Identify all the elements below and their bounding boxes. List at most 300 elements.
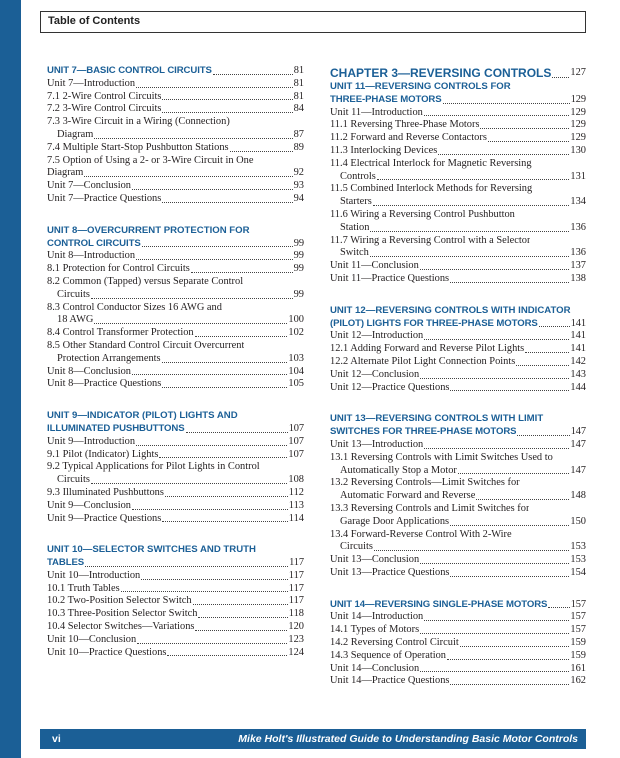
entry-title: Unit 13—Conclusion bbox=[330, 554, 420, 566]
toc-entry-line bbox=[330, 503, 586, 516]
dot-leader bbox=[420, 671, 569, 672]
toc-entry-line bbox=[330, 650, 586, 663]
toc-entry-line bbox=[330, 107, 586, 120]
toc-entry-line bbox=[330, 235, 586, 248]
entry-title: 7.1 2-Wire Control Circuits bbox=[47, 90, 162, 102]
toc-entry[interactable] bbox=[47, 103, 304, 116]
entry-page-number: 130 bbox=[570, 144, 586, 156]
entry-title: Unit 10—Practice Questions bbox=[47, 646, 167, 658]
entry-title: Unit 9—Conclusion bbox=[47, 499, 131, 511]
unit-heading[interactable] bbox=[47, 225, 304, 251]
toc-entry[interactable] bbox=[47, 366, 304, 379]
entry-page-number: 129 bbox=[570, 106, 586, 118]
toc-entry[interactable] bbox=[330, 145, 586, 158]
entry-title: 13.1 Reversing Controls with Limit Switches Used to bbox=[330, 451, 553, 463]
toc-entry-line bbox=[47, 474, 304, 487]
dot-leader bbox=[370, 256, 570, 257]
entry-title: 11.7 Wiring a Reversing Control with a Selector bbox=[330, 234, 531, 246]
entry-title: 8.1 Protection for Control Circuits bbox=[47, 263, 190, 275]
toc-entry[interactable] bbox=[47, 436, 304, 449]
toc-entry-line bbox=[330, 637, 586, 650]
toc-entry-line bbox=[330, 465, 586, 478]
toc-entry[interactable] bbox=[47, 91, 304, 104]
toc-entry[interactable] bbox=[330, 330, 586, 343]
dot-leader bbox=[162, 112, 292, 113]
entry-page-number: 89 bbox=[293, 141, 304, 153]
entry-page-number: 144 bbox=[570, 381, 586, 393]
footer-book-title: Mike Holt's Illustrated Guide to Understanding Basic Motor Controls bbox=[238, 733, 578, 745]
toc-entry[interactable] bbox=[330, 183, 586, 209]
entry-page-number: 102 bbox=[288, 327, 304, 339]
toc-entry[interactable] bbox=[330, 637, 586, 650]
dot-leader bbox=[94, 323, 287, 324]
toc-entry[interactable] bbox=[47, 193, 304, 206]
dot-leader bbox=[91, 298, 293, 299]
entry-page-number: 136 bbox=[570, 247, 586, 259]
entry-title: Unit 7—Practice Questions bbox=[47, 192, 162, 204]
footer-bar bbox=[40, 729, 586, 749]
toc-entry-line bbox=[330, 477, 586, 490]
toc-unit-section bbox=[330, 413, 586, 579]
toc-column-left bbox=[47, 65, 304, 678]
entry-title: Station bbox=[340, 221, 370, 233]
entry-title: ILLUMINATED PUSHBUTTONS bbox=[47, 422, 185, 434]
entry-title: Unit 8—Introduction bbox=[47, 250, 136, 262]
entry-page-number: 153 bbox=[570, 541, 586, 553]
toc-entry-line bbox=[47, 276, 304, 289]
toc-entry-line bbox=[330, 541, 586, 554]
dot-leader bbox=[480, 128, 569, 129]
entry-page-number: 157 bbox=[570, 598, 586, 610]
toc-entry-line bbox=[47, 250, 304, 263]
toc-entry-line bbox=[47, 608, 304, 621]
toc-entry-line bbox=[47, 167, 304, 180]
toc-entry-line bbox=[47, 327, 304, 340]
dot-leader bbox=[159, 457, 287, 458]
entry-title: 7.2 3-Wire Control Circuits bbox=[47, 103, 162, 115]
toc-entry-line bbox=[47, 570, 304, 583]
unit-heading-line bbox=[47, 557, 304, 570]
entry-title: 12.2 Alternate Pilot Light Connection Points bbox=[330, 355, 516, 367]
entry-title: UNIT 13—REVERSING CONTROLS WITH LIMIT bbox=[330, 413, 544, 425]
toc-entry[interactable] bbox=[47, 449, 304, 462]
entry-page-number: 159 bbox=[570, 637, 586, 649]
entry-title: 10.2 Two-Position Selector Switch bbox=[47, 595, 192, 607]
entry-title: TABLES bbox=[47, 557, 85, 569]
entry-page-number: 113 bbox=[288, 499, 304, 511]
toc-entry-line bbox=[330, 260, 586, 273]
entry-title: 7.5 Option of Using a 2- or 3-Wire Circuit in One bbox=[47, 154, 254, 166]
page-spine-bar bbox=[0, 0, 21, 758]
unit-heading-line bbox=[330, 426, 586, 439]
toc-entry-line bbox=[47, 263, 304, 276]
entry-page-number: 147 bbox=[570, 464, 586, 476]
toc-entry[interactable] bbox=[330, 624, 586, 637]
toc-entry-line bbox=[330, 439, 586, 452]
dot-leader bbox=[374, 550, 570, 551]
entry-title: Unit 14—Practice Questions bbox=[330, 675, 450, 687]
entry-title: 8.3 Control Conductor Sizes 16 AWG and bbox=[47, 301, 222, 313]
toc-entry[interactable] bbox=[330, 209, 586, 235]
toc-entry[interactable] bbox=[330, 477, 586, 503]
entry-title: 11.3 Interlocking Devices bbox=[330, 144, 438, 156]
entry-title: 13.3 Reversing Controls and Limit Switches for bbox=[330, 502, 530, 514]
toc-entry-line bbox=[47, 583, 304, 596]
toc-entry[interactable] bbox=[47, 461, 304, 487]
entry-page-number: 107 bbox=[288, 435, 304, 447]
toc-entry-line bbox=[330, 247, 586, 260]
entry-page-number: 131 bbox=[570, 170, 586, 182]
entry-page-number: 81 bbox=[293, 77, 304, 89]
dot-leader bbox=[420, 633, 569, 634]
toc-entry[interactable] bbox=[47, 276, 304, 302]
entry-page-number: 137 bbox=[570, 260, 586, 272]
entry-page-number: 123 bbox=[288, 633, 304, 645]
dot-leader bbox=[450, 684, 569, 685]
entry-page-number: 108 bbox=[288, 474, 304, 486]
toc-entry[interactable] bbox=[47, 78, 304, 91]
entry-title: Unit 7—Introduction bbox=[47, 77, 136, 89]
dot-leader bbox=[443, 103, 570, 104]
toc-entry[interactable] bbox=[47, 621, 304, 634]
unit-heading-line bbox=[330, 318, 586, 331]
toc-entry[interactable] bbox=[47, 500, 304, 513]
entry-title: 7.4 Multiple Start-Stop Pushbutton Stations bbox=[47, 141, 229, 153]
entry-title: 9.3 Illuminated Pushbuttons bbox=[47, 486, 164, 498]
toc-entry-line bbox=[47, 302, 304, 315]
entry-title: Unit 13—Introduction bbox=[330, 438, 424, 450]
entry-title: Switch bbox=[340, 247, 369, 259]
toc-entry[interactable] bbox=[47, 250, 304, 263]
entry-page-number: 150 bbox=[570, 515, 586, 527]
dot-leader bbox=[162, 362, 288, 363]
toc-entry[interactable] bbox=[330, 260, 586, 273]
dot-leader bbox=[420, 378, 569, 379]
entry-title: 8.4 Control Transformer Protection bbox=[47, 327, 194, 339]
toc-entry-line bbox=[47, 180, 304, 193]
entry-title: UNIT 11—REVERSING CONTROLS FOR bbox=[330, 81, 511, 92]
dot-leader bbox=[552, 77, 569, 78]
dot-leader bbox=[91, 483, 288, 484]
toc-entry[interactable] bbox=[330, 439, 586, 452]
entry-page-number: 99 bbox=[293, 250, 304, 262]
entry-title: 10.4 Selector Switches—Variations bbox=[47, 621, 195, 633]
unit-heading[interactable] bbox=[330, 81, 586, 107]
toc-unit-section bbox=[47, 544, 304, 659]
unit-heading-line bbox=[47, 410, 304, 423]
entry-page-number: 120 bbox=[288, 621, 304, 633]
entry-title: UNIT 14—REVERSING SINGLE-PHASE MOTORS bbox=[330, 598, 548, 610]
entry-page-number: 103 bbox=[288, 352, 304, 364]
entry-title: SWITCHES FOR THREE-PHASE MOTORS bbox=[330, 426, 517, 438]
entry-page-number: 114 bbox=[288, 512, 304, 524]
dot-leader bbox=[132, 509, 288, 510]
toc-column-right bbox=[330, 65, 586, 707]
toc-entry-line bbox=[330, 343, 586, 356]
unit-heading-line bbox=[330, 599, 586, 612]
entry-title: Diagram bbox=[47, 167, 84, 179]
entry-page-number: 129 bbox=[570, 132, 586, 144]
toc-entry-line bbox=[330, 145, 586, 158]
entry-page-number: 104 bbox=[288, 365, 304, 377]
unit-heading-line bbox=[330, 94, 586, 107]
entry-title: Unit 10—Conclusion bbox=[47, 633, 137, 645]
toc-entry[interactable] bbox=[330, 343, 586, 356]
entry-title: 9.2 Typical Applications for Pilot Lights in Control bbox=[47, 461, 260, 473]
toc-entry[interactable] bbox=[47, 155, 304, 181]
toc-entry[interactable] bbox=[47, 647, 304, 660]
toc-entry[interactable] bbox=[47, 487, 304, 500]
toc-entry[interactable] bbox=[330, 529, 586, 555]
toc-entry-line bbox=[330, 196, 586, 209]
toc-entry-line bbox=[330, 209, 586, 222]
toc-entry[interactable] bbox=[47, 595, 304, 608]
entry-title: Unit 14—Conclusion bbox=[330, 662, 420, 674]
toc-entry[interactable] bbox=[330, 611, 586, 624]
dot-leader bbox=[438, 154, 569, 155]
entry-title: Controls bbox=[340, 170, 376, 182]
toc-entry[interactable] bbox=[47, 116, 304, 142]
toc-entry-line bbox=[47, 129, 304, 142]
entry-title: 9.1 Pilot (Indicator) Lights bbox=[47, 448, 159, 460]
toc-entry[interactable] bbox=[330, 452, 586, 478]
unit-heading[interactable] bbox=[47, 544, 304, 570]
dot-leader bbox=[191, 272, 293, 273]
entry-title: (PILOT) LIGHTS FOR THREE-PHASE MOTORS bbox=[330, 317, 538, 329]
unit-heading-line bbox=[47, 544, 304, 557]
entry-title: 10.3 Three-Position Selector Switch bbox=[47, 608, 198, 620]
dot-leader bbox=[198, 617, 287, 618]
chapter-page-number: 127 bbox=[570, 67, 586, 78]
toc-entry[interactable] bbox=[47, 634, 304, 647]
entry-page-number: 81 bbox=[293, 65, 304, 76]
unit-heading[interactable] bbox=[330, 413, 586, 439]
entry-title: UNIT 7—BASIC CONTROL CIRCUITS bbox=[47, 65, 212, 76]
entry-page-number: 99 bbox=[293, 263, 304, 275]
entry-page-number: 161 bbox=[570, 662, 586, 674]
dot-leader bbox=[517, 435, 569, 436]
entry-title: 11.6 Wiring a Reversing Control Pushbutton bbox=[330, 208, 515, 220]
toc-entry[interactable] bbox=[330, 382, 586, 395]
dot-leader bbox=[142, 246, 293, 247]
dot-leader bbox=[136, 445, 287, 446]
entry-title: Unit 12—Practice Questions bbox=[330, 381, 450, 393]
toc-entry[interactable] bbox=[330, 675, 586, 688]
entry-title: Garage Door Applications bbox=[340, 515, 450, 527]
entry-title: 14.2 Reversing Control Circuit bbox=[330, 637, 459, 649]
toc-entry-line bbox=[47, 366, 304, 379]
dot-leader bbox=[424, 339, 569, 340]
entry-page-number: 154 bbox=[570, 566, 586, 578]
toc-entry-line bbox=[47, 91, 304, 104]
toc-entry-line bbox=[330, 663, 586, 676]
entry-page-number: 117 bbox=[288, 582, 304, 594]
dot-leader bbox=[193, 604, 288, 605]
toc-entry[interactable] bbox=[330, 119, 586, 132]
toc-entry-line bbox=[47, 353, 304, 366]
entry-page-number: 84 bbox=[293, 103, 304, 115]
toc-entry[interactable] bbox=[47, 513, 304, 526]
toc-entry[interactable] bbox=[330, 132, 586, 145]
entry-page-number: 129 bbox=[570, 119, 586, 131]
entry-title: Unit 9—Introduction bbox=[47, 435, 136, 447]
toc-entry-line bbox=[47, 634, 304, 647]
entry-title: Diagram bbox=[57, 128, 94, 140]
toc-entry[interactable] bbox=[47, 378, 304, 391]
unit-heading[interactable] bbox=[330, 599, 586, 612]
toc-entry-line bbox=[330, 132, 586, 145]
toc-entry-line bbox=[330, 119, 586, 132]
unit-heading[interactable] bbox=[330, 305, 586, 331]
entry-title: Starters bbox=[340, 196, 372, 208]
toc-entry-line bbox=[330, 529, 586, 542]
entry-page-number: 141 bbox=[570, 343, 586, 355]
entry-title: UNIT 10—SELECTOR SWITCHES AND TRUTH bbox=[47, 544, 256, 556]
entry-page-number: 99 bbox=[293, 237, 304, 249]
unit-heading-line bbox=[330, 413, 586, 426]
entry-title: Protection Arrangements bbox=[57, 352, 161, 364]
entry-page-number: 141 bbox=[570, 317, 586, 329]
entry-title: 10.1 Truth Tables bbox=[47, 582, 120, 594]
entry-title: 8.5 Other Standard Control Circuit Overcurrent bbox=[47, 339, 245, 351]
entry-page-number: 143 bbox=[570, 368, 586, 380]
entry-title: 11.5 Combined Interlock Methods for Reversing bbox=[330, 183, 533, 195]
entry-title: Unit 7—Conclusion bbox=[47, 180, 131, 192]
toc-entry[interactable] bbox=[47, 142, 304, 155]
toc-entry[interactable] bbox=[47, 180, 304, 193]
toc-entry[interactable] bbox=[330, 369, 586, 382]
toc-entry[interactable] bbox=[47, 302, 304, 328]
toc-entry[interactable] bbox=[330, 663, 586, 676]
toc-entry-line bbox=[330, 516, 586, 529]
toc-entry-line bbox=[47, 378, 304, 391]
dot-leader bbox=[377, 179, 570, 180]
entry-page-number: 87 bbox=[293, 128, 304, 140]
entry-page-number: 142 bbox=[570, 355, 586, 367]
dot-leader bbox=[424, 115, 570, 116]
entry-page-number: 162 bbox=[570, 675, 586, 687]
toc-unit-section bbox=[330, 599, 586, 689]
entry-title: Circuits bbox=[340, 541, 373, 553]
toc-entry[interactable] bbox=[330, 158, 586, 184]
toc-unit-section bbox=[330, 81, 586, 286]
toc-entry[interactable] bbox=[47, 327, 304, 340]
toc-entry-line bbox=[47, 142, 304, 155]
toc-entry-line bbox=[330, 330, 586, 343]
dot-leader bbox=[132, 189, 293, 190]
entry-title: 12.1 Adding Forward and Reverse Pilot Lights bbox=[330, 343, 525, 355]
toc-entry[interactable] bbox=[330, 273, 586, 286]
dot-leader bbox=[121, 591, 288, 592]
toc-unit-section bbox=[47, 410, 304, 525]
entry-title: Automatic Forward and Reverse bbox=[340, 490, 476, 502]
entry-page-number: 99 bbox=[293, 288, 304, 300]
toc-entry-line bbox=[47, 314, 304, 327]
toc-entry-line bbox=[47, 500, 304, 513]
entry-title: Unit 8—Conclusion bbox=[47, 365, 131, 377]
entry-title: 14.3 Sequence of Operation bbox=[330, 649, 446, 661]
dot-leader bbox=[195, 336, 288, 337]
toc-entry[interactable] bbox=[330, 503, 586, 529]
dot-leader bbox=[476, 499, 569, 500]
entry-page-number: 134 bbox=[570, 196, 586, 208]
toc-entry[interactable] bbox=[47, 340, 304, 366]
unit-heading[interactable] bbox=[47, 410, 304, 436]
toc-entry-line bbox=[330, 222, 586, 235]
entry-page-number: 153 bbox=[570, 554, 586, 566]
dot-leader bbox=[186, 432, 288, 433]
toc-entry-line bbox=[47, 449, 304, 462]
entry-page-number: 117 bbox=[289, 557, 304, 569]
entry-page-number: 157 bbox=[570, 624, 586, 636]
toc-entry[interactable] bbox=[47, 263, 304, 276]
entry-title: THREE-PHASE MOTORS bbox=[330, 93, 442, 105]
unit-heading-line bbox=[47, 225, 304, 238]
entry-title: Automatically Stop a Motor bbox=[340, 464, 457, 476]
entry-title: 11.4 Electrical Interlock for Magnetic Reversing bbox=[330, 157, 532, 169]
toc-entry[interactable] bbox=[47, 608, 304, 621]
dot-leader bbox=[488, 141, 570, 142]
entry-page-number: 124 bbox=[288, 646, 304, 658]
dot-leader bbox=[162, 521, 288, 522]
dot-leader bbox=[539, 326, 570, 327]
entry-title: 14.1 Types of Motors bbox=[330, 624, 420, 636]
toc-entry-line bbox=[330, 490, 586, 503]
entry-title: Unit 14—Introduction bbox=[330, 611, 424, 623]
entry-title: Unit 11—Introduction bbox=[330, 106, 423, 118]
entry-title: CONTROL CIRCUITS bbox=[47, 237, 141, 249]
toc-entry[interactable] bbox=[330, 650, 586, 663]
toc-entry-line bbox=[330, 611, 586, 624]
dot-leader bbox=[136, 259, 293, 260]
dot-leader bbox=[424, 448, 569, 449]
toc-entry[interactable] bbox=[330, 107, 586, 120]
toc-entry[interactable] bbox=[330, 567, 586, 580]
entry-page-number: 129 bbox=[570, 93, 586, 105]
dot-leader bbox=[85, 566, 288, 567]
toc-entry-line bbox=[47, 193, 304, 206]
toc-entry[interactable] bbox=[330, 235, 586, 261]
dot-leader bbox=[195, 630, 287, 631]
entry-page-number: 147 bbox=[570, 426, 586, 438]
toc-entry-line bbox=[330, 273, 586, 286]
toc-entry[interactable] bbox=[330, 356, 586, 369]
dot-leader bbox=[450, 576, 569, 577]
entry-page-number: 138 bbox=[570, 272, 586, 284]
toc-entry[interactable] bbox=[330, 554, 586, 567]
toc-entry-line bbox=[47, 487, 304, 500]
entry-page-number: 117 bbox=[288, 569, 304, 581]
dot-leader bbox=[94, 138, 292, 139]
chapter-heading[interactable] bbox=[330, 65, 586, 81]
entry-title: Unit 12—Introduction bbox=[330, 330, 424, 342]
entry-page-number: 159 bbox=[570, 649, 586, 661]
unit-heading[interactable] bbox=[47, 65, 304, 78]
dot-leader bbox=[450, 390, 569, 391]
entry-title: Unit 13—Practice Questions bbox=[330, 566, 450, 578]
header-box bbox=[40, 11, 586, 33]
entry-page-number: 117 bbox=[288, 595, 304, 607]
entry-title: 7.3 3-Wire Circuit in a Wiring (Connection) bbox=[47, 116, 230, 128]
entry-title: 11.1 Reversing Three-Phase Motors bbox=[330, 119, 480, 131]
entry-title: Unit 11—Practice Questions bbox=[330, 272, 450, 284]
toc-entry[interactable] bbox=[47, 583, 304, 596]
toc-entry-line bbox=[47, 461, 304, 474]
dot-leader bbox=[447, 659, 569, 660]
toc-entry[interactable] bbox=[47, 570, 304, 583]
toc-entry-line bbox=[330, 675, 586, 688]
entry-page-number: 94 bbox=[293, 192, 304, 204]
